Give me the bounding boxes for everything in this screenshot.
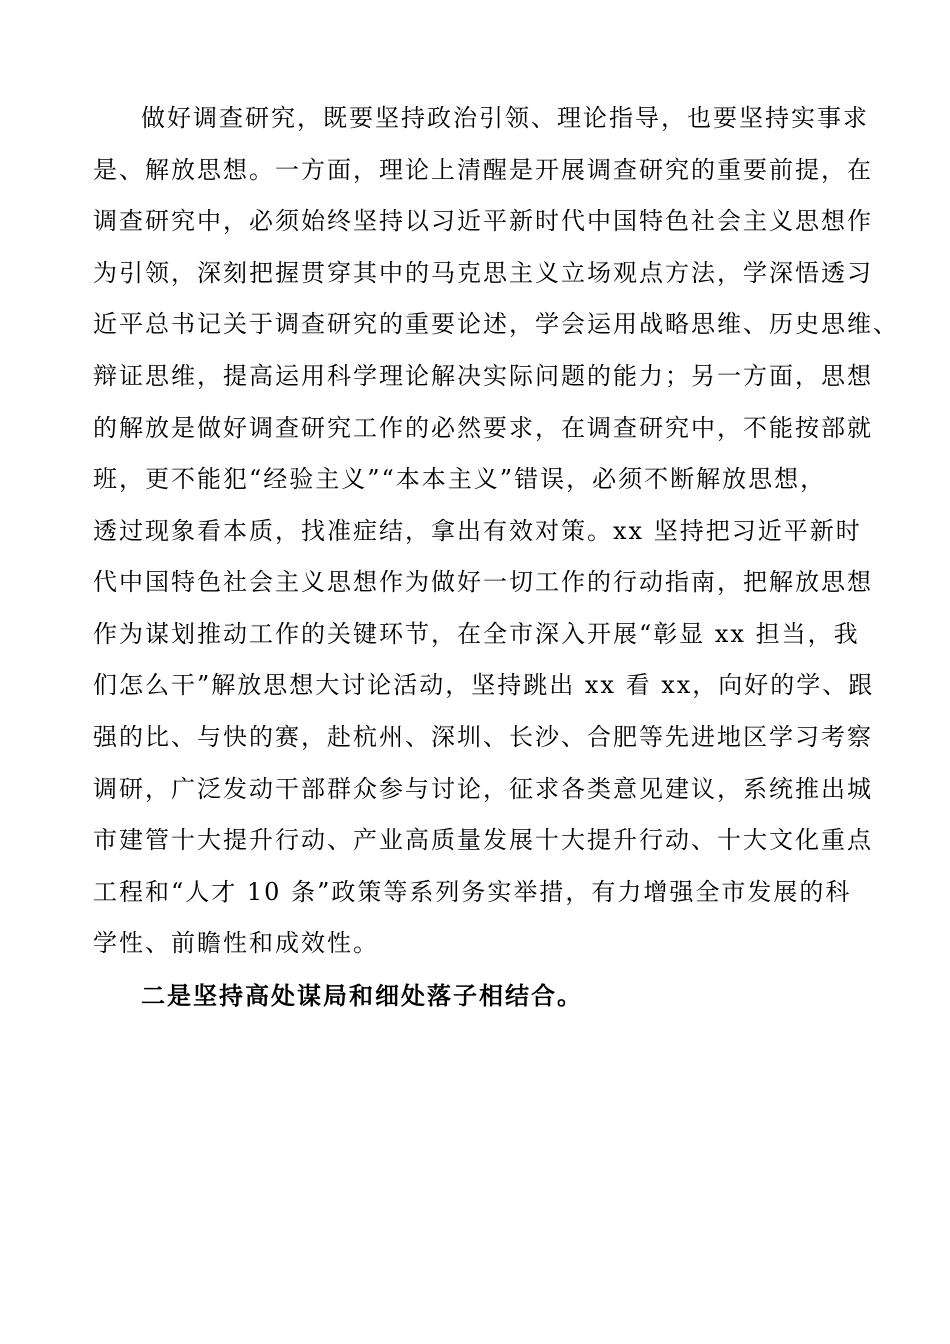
paragraph-line: 近平总书记关于调查研究的重要论述，学会运用战略思维、历史思维、	[93, 310, 899, 338]
paragraph-line: 学性、前瞻性和成效性。	[93, 929, 379, 957]
paragraph-line: 班，更不能犯“经验主义”“本本主义”错误，必须不断解放思想，	[93, 465, 827, 493]
paragraph-line: 调研，广泛发动干部群众参与讨论，征求各类意见建议，系统推出城	[93, 775, 873, 803]
paragraph-line: 做好调查研究，既要坚持政治引领、理论指导，也要坚持实事求	[141, 104, 869, 132]
paragraph-line: 是、解放思想。一方面，理论上清醒是开展调查研究的重要前提，在	[93, 156, 873, 184]
paragraph-line: 们怎么干”解放思想大讨论活动，坚持跳出 xx 看 xx，向好的学、跟	[93, 671, 875, 699]
paragraph-line: 作为谋划推动工作的关键环节，在全市深入开展“彰显 xx 担当，我	[93, 620, 860, 648]
paragraph-line: 市建管十大提升行动、产业高质量发展十大提升行动、十大文化重点	[93, 826, 873, 854]
paragraph-line: 为引领，深刻把握贯穿其中的马克思主义立场观点方法，学深悟透习	[93, 259, 873, 287]
paragraph-line: 代中国特色社会主义思想作为做好一切工作的行动指南，把解放思想	[93, 568, 873, 596]
paragraph-line: 工程和“人才 10 条”政策等系列务实举措，有力增强全市发展的科	[93, 878, 852, 906]
paragraph-line: 调查研究中，必须始终坚持以习近平新时代中国特色社会主义思想作	[93, 207, 873, 235]
paragraph-line: 强的比、与快的赛，赴杭州、深圳、长沙、合肥等先进地区学习考察	[93, 723, 873, 751]
section-heading: 二是坚持高处谋局和细处落子相结合。	[141, 981, 583, 1010]
paragraph-line: 的解放是做好调查研究工作的必然要求，在调查研究中，不能按部就	[93, 414, 873, 442]
paragraph-line: 辩证思维，提高运用科学理论解决实际问题的能力；另一方面，思想	[93, 362, 873, 390]
paragraph-line: 透过现象看本质，找准症结，拿出有效对策。xx 坚持把习近平新时	[93, 517, 862, 545]
